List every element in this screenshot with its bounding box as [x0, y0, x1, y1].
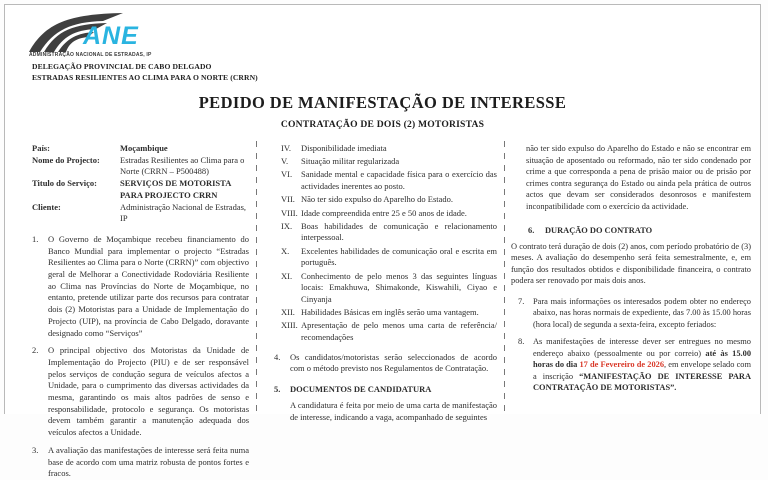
item-number: IX.	[281, 220, 293, 231]
item-number: V.	[281, 156, 289, 167]
document-subtitle: CONTRATAÇÃO DE DOIS (2) MOTORISTAS	[280, 119, 485, 130]
ane-logo	[27, 9, 157, 61]
item-number: 8.	[518, 337, 525, 346]
requirement-item	[274, 194, 497, 206]
item-number: 4.	[274, 351, 281, 362]
requirement-item	[274, 271, 497, 306]
info-label: Nome do Projecto:	[32, 154, 100, 165]
requirement-item	[274, 169, 497, 192]
item-number: XII.	[281, 307, 295, 318]
requirement-item	[274, 208, 497, 220]
info-row-pais	[32, 143, 249, 155]
column-left	[28, 141, 256, 479]
deadline-text: As manifestações de interesse dever ser entregues no mesmo endereço abaixo (pessoalmente ou por correio)	[533, 337, 751, 358]
item-text: Boas habilidades de comunicação e relacionamento interpessoal.	[301, 220, 497, 243]
item-number: 2.	[32, 345, 39, 356]
item-number: XI.	[281, 270, 293, 281]
item-text: Para mais informações os interesados podem obter no endereço abaixo, nas horas normais de expediente, das 7.00 às 15.00 horas (hora local) de segunda a sexta-feira, excepto feriados:	[533, 296, 751, 329]
requirement-item	[274, 143, 497, 155]
info-value: Administração Nacional de Estradas, IP	[120, 201, 247, 224]
envelope-inscription: “MANIFESTAÇÃO DE INTERESSE PARA CONTRATAÇÃO DE MOTORISTAS”.	[533, 371, 751, 392]
item-text: Idade compreendida entre 25 e 50 anos de idade.	[301, 207, 467, 218]
envelope-text: , em envelope selado com a inscrição	[533, 360, 751, 381]
letterhead-line1: DELEGAÇÃO PROVINCIAL DE CABO DELGADO	[32, 62, 212, 71]
info-label: País:	[32, 143, 50, 153]
item-text: Disponibilidade imediata	[301, 143, 387, 153]
item-number: 3.	[32, 444, 39, 455]
list-item-2	[32, 345, 249, 439]
info-value: SERVIÇOS DE MOTORISTA PARA PROJECTO CRRN	[120, 178, 231, 200]
item-text	[533, 336, 751, 394]
ane-logo-text: ANE	[83, 22, 139, 50]
item-text: Os candidatos/motoristas serão seleccionados de acordo com o método previsto nos Regulamentos de Contratação.	[290, 351, 497, 374]
letterhead	[32, 61, 258, 83]
item-number: X.	[281, 245, 290, 256]
document-title: PEDIDO DE MANIFESTAÇÃO DE INTERESSE	[198, 93, 567, 112]
item-number: 1.	[32, 233, 39, 244]
item-number: 7.	[518, 296, 525, 306]
letterhead-line2: ESTRADAS RESILIENTES AO CLIMA PARA O NORTE (CRRN)	[32, 73, 258, 82]
list-item-1	[32, 234, 249, 339]
list-item-8	[518, 336, 751, 394]
item-text: O Governo de Moçambique recebeu financiamento do Banco Mundial para implementar o projecto “Estradas Resilientes ao Clima para o Norte (CRRN)” com objectivo geral de Melhorar a Conectividade Rodoviária Resiliente ao Clima nas Províncias do Norte de Moçambique, no entanto, pretende utilizar parte dos recursos para contratar dois (2) Motoristas para a Unidade de Implementação do Projecto (UIP), na província de Cabo Delgado, doravante designado como “Serviços”	[48, 233, 249, 338]
section-number: 5.	[274, 384, 281, 395]
info-label: Cliente:	[32, 201, 61, 212]
item-text: Não ter sido expulso do Aparelho do Estado.	[301, 194, 454, 205]
item-number: IV.	[281, 143, 291, 153]
requirement-item	[274, 246, 497, 269]
info-value: Moçambique	[120, 143, 168, 153]
item-text: Apresentação de pelo menos uma carta de referência/ recomendações	[301, 320, 497, 343]
document-page	[4, 4, 761, 479]
info-label: Titulo do Serviço:	[32, 178, 98, 189]
item-number: VI.	[281, 169, 293, 180]
deadline-date: 17 de Fevereiro de 2026	[579, 360, 665, 369]
column-right	[505, 141, 751, 414]
info-value: Estradas Resilientes ao Clima para o Norte (CRRN – P500488)	[120, 154, 245, 177]
item-number: VIII.	[281, 207, 298, 218]
item-text: Habilidades Básicas em inglês serão uma vantagem.	[301, 307, 479, 318]
section-number: 6.	[528, 226, 535, 235]
columns	[28, 141, 752, 479]
ane-org-name: ADMINISTRAÇÃO NACIONAL DE ESTRADAS, IP	[29, 52, 152, 58]
list-item-4	[274, 352, 497, 375]
continuation-paragraph: não ter sido expulso do Aparelho do Estado e não se encontrar em situação de aposentado ou reformado, não ter sido condenado por crime a que corresponda a pena de prisão maior ou de prisão por crimes contra segurança do Estado ou ainda pela prática de outros actos que devam ser considerados desonrosos e manifestem inconpatibilidade com o exercício da actividade.	[526, 144, 751, 211]
item-text: Excelentes habilidades de comunicação oral e escrita em português.	[301, 245, 497, 268]
section-6-paragraph: O contrato terá duração de dois (2) anos, com período probatório de (3) meses. A avaliação do desempenho será feita semestralmente, e, em função dos resultados obtidos e disponibilidade financeira, o contrato podera ser renovado por mais dois anos.	[511, 241, 751, 285]
item-text: A avaliação das manifestações de interesse será feita numa base de acordo com uma matriz robusta de pontos fortes e fracos.	[48, 444, 249, 479]
requirement-item	[274, 221, 497, 244]
deadline-time: até às 15.00 horas do dia	[533, 348, 752, 369]
section-title: DOCUMENTOS DE CANDIDATURA	[290, 384, 432, 395]
info-row-cliente	[32, 202, 249, 225]
section-title: DURAÇÃO DO CONTRATO	[545, 226, 653, 235]
section-5-paragraph: A candidatura é feita por meio de uma carta de manifestação de interesse, indicando a vaga, acompanhado de seguintes	[290, 399, 497, 422]
item-text: Situação militar regularizada	[301, 156, 400, 167]
section-5-heading	[274, 384, 497, 396]
requirement-item	[274, 156, 497, 168]
requirement-item	[274, 320, 497, 343]
item-text: O principal objectivo dos Motoristas da Unidade de Implementação do Projecto (PIU) e de ser responsável pelos serviços de condução segura de veículos afectos a Unidade, para o cumprimento das diversas actividades da mesma, garantindo os mais altos padrões de senso e responsabilidade, protocolo e segurança. Os motoristas devem também garantir a manutenção adequada dos veículos afectos a Unidade.	[48, 345, 249, 438]
item-text: Conhecimento de pelo menos 3 das seguintes línguas locais: Emakhuwa, Shimakonde, Kiswahili, Ciyao e Cinyanja	[301, 270, 497, 304]
info-row-servico	[32, 178, 249, 201]
info-row-projecto	[32, 155, 249, 178]
section-6-heading	[528, 225, 751, 237]
item-number: VII.	[281, 194, 295, 205]
requirement-item	[274, 307, 497, 319]
item-text: Sanidade mental e capacidade física para o exercício das actividades inerentes ao posto.	[301, 169, 497, 192]
list-item-7	[518, 296, 751, 331]
column-middle	[257, 141, 504, 422]
item-number: XIII.	[281, 320, 298, 331]
project-info-table	[32, 143, 249, 225]
list-item-3	[32, 445, 249, 480]
